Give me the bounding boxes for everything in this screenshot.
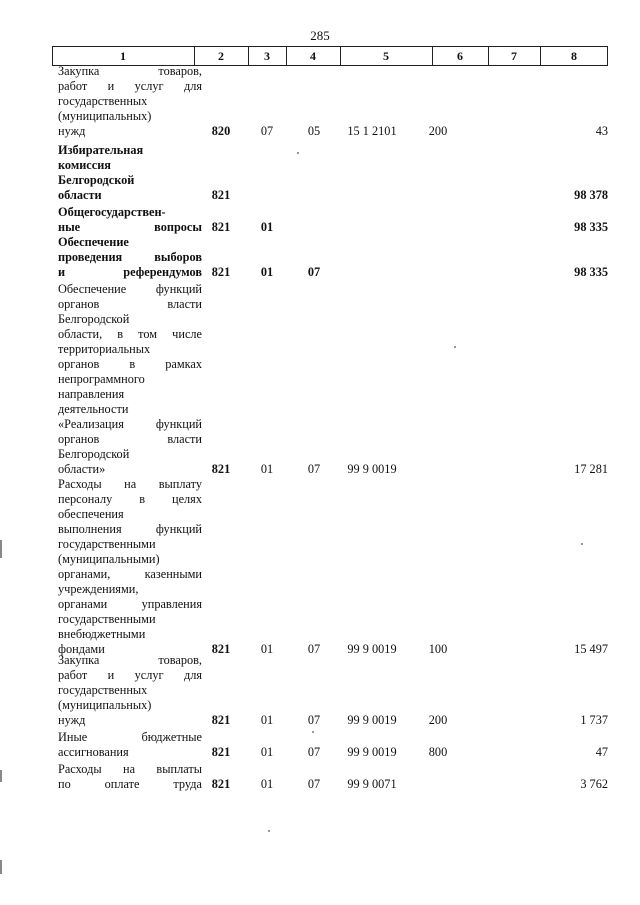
section-code: 821 — [211, 188, 231, 202]
description-line: работ и услуг для — [58, 668, 202, 682]
amount: 98 335 — [574, 265, 608, 279]
description-line: комиссия — [58, 158, 111, 172]
description-line: учреждениями, — [58, 582, 139, 596]
description-line: органов в рамках — [58, 357, 202, 371]
subsection-code — [299, 188, 329, 203]
amount: 17 281 — [574, 462, 608, 476]
column-header-1: 1 — [120, 49, 126, 63]
description-line: и референдумов — [58, 265, 202, 279]
amount: 43 — [595, 124, 608, 138]
column-header-3: 3 — [264, 49, 270, 63]
description-line: государственными — [58, 537, 156, 551]
description-line: Избирательная — [58, 143, 144, 157]
subsection-code — [299, 220, 329, 235]
table-header — [52, 46, 608, 66]
row-description — [58, 205, 202, 235]
expense-type-code: 200 — [428, 124, 448, 138]
chapter-code: 01 — [260, 642, 274, 656]
description-line: обеспечения — [58, 507, 124, 521]
description-line: (муниципальных) — [58, 698, 152, 712]
description-line: Белгородской — [58, 173, 135, 187]
description-line: Расходы на выплаты — [58, 762, 202, 776]
section-code: 820 — [211, 124, 231, 138]
description-line: Общегосударствен- — [58, 205, 166, 219]
chapter-code: 01 — [260, 777, 274, 791]
amount: 1 737 — [580, 713, 608, 727]
row-description — [58, 143, 202, 203]
expense-type-code — [418, 265, 458, 280]
description-line: по оплате труда — [58, 777, 202, 791]
description-line: работ и услуг для — [58, 79, 202, 93]
target-article-code: 99 9 0071 — [347, 777, 397, 791]
section-code: 821 — [211, 777, 231, 791]
column-header-8: 8 — [571, 49, 577, 63]
section-code: 821 — [211, 745, 231, 759]
target-article-code: 99 9 0019 — [347, 642, 397, 656]
expense-type-code: 100 — [428, 642, 448, 656]
description-line: Иные бюджетные — [58, 730, 202, 744]
subsection-code: 07 — [307, 777, 321, 791]
description-line: нужд — [58, 124, 86, 138]
description-line: области, в том числе — [58, 327, 202, 341]
section-code: 821 — [211, 462, 231, 476]
row-description — [58, 762, 202, 792]
table-row — [52, 143, 608, 203]
section-code: 821 — [211, 642, 231, 656]
amount: 98 335 — [574, 220, 608, 234]
chapter-code — [252, 188, 282, 203]
description-line: Белгородской — [58, 312, 130, 326]
chapter-code: 07 — [260, 124, 274, 138]
description-line: государственными — [58, 612, 156, 626]
description-line: внебюджетными — [58, 627, 146, 641]
expense-type-code — [418, 220, 458, 235]
row-description — [58, 235, 202, 280]
column-header-4: 4 — [310, 49, 316, 63]
amount: 15 497 — [574, 642, 608, 656]
expense-type-code — [418, 188, 458, 203]
column-header-7: 7 — [511, 49, 517, 63]
table-row — [52, 64, 608, 139]
row-description — [58, 64, 202, 139]
table-row — [52, 762, 608, 792]
description-line: нужд — [58, 713, 86, 727]
description-line: «Реализация функций — [58, 417, 202, 431]
description-line: Белгородской — [58, 447, 130, 461]
column-header-5: 5 — [383, 49, 389, 63]
chapter-code: 01 — [260, 462, 274, 476]
description-line: непрограммного — [58, 372, 145, 386]
target-article-code — [337, 188, 407, 203]
expense-type-code — [418, 777, 458, 792]
expense-type-code: 800 — [428, 745, 448, 759]
description-line: Обеспечение функций — [58, 282, 202, 296]
table-row — [52, 477, 608, 657]
description-line: проведения выборов — [58, 250, 202, 264]
table-row — [52, 235, 608, 280]
table-row — [52, 205, 608, 235]
target-article-code — [337, 265, 407, 280]
description-line: Обеспечение — [58, 235, 129, 249]
description-line: Закупка товаров, — [58, 64, 202, 78]
section-code: 821 — [211, 713, 231, 727]
target-article-code: 15 1 2101 — [347, 124, 397, 138]
column-header-2: 2 — [218, 49, 224, 63]
row-description — [58, 282, 202, 477]
amount: 47 — [595, 745, 608, 759]
subsection-code: 07 — [307, 713, 321, 727]
subsection-code: 07 — [307, 265, 321, 279]
description-line: области» — [58, 462, 106, 476]
description-line: области — [58, 188, 102, 202]
row-description — [58, 653, 202, 728]
description-line: органами, казенными — [58, 567, 202, 581]
chapter-code: 01 — [260, 220, 274, 234]
target-article-code: 99 9 0019 — [347, 713, 397, 727]
chapter-code: 01 — [260, 745, 274, 759]
column-header-6: 6 — [457, 49, 463, 63]
description-line: органов власти — [58, 297, 202, 311]
section-code: 821 — [211, 220, 231, 234]
expense-type-code — [418, 462, 458, 477]
description-line: фондами — [58, 642, 105, 656]
description-line: Расходы на выплату — [58, 477, 202, 491]
target-article-code — [337, 220, 407, 235]
description-line: территориальных — [58, 342, 151, 356]
target-article-code: 99 9 0019 — [347, 462, 397, 476]
description-line: государственных — [58, 683, 148, 697]
table-row — [52, 730, 608, 760]
amount: 3 762 — [580, 777, 608, 791]
description-line: деятельности — [58, 402, 129, 416]
page-number: 285 — [310, 28, 330, 43]
description-line: (муниципальными) — [58, 552, 160, 566]
chapter-code: 01 — [260, 713, 274, 727]
section-code: 821 — [211, 265, 231, 279]
description-line: выполнения функций — [58, 522, 202, 536]
target-article-code: 99 9 0019 — [347, 745, 397, 759]
amount: 98 378 — [574, 188, 608, 202]
subsection-code: 05 — [307, 124, 321, 138]
table-row — [52, 282, 608, 477]
description-line: (муниципальных) — [58, 109, 152, 123]
description-line: ассигнования — [58, 745, 129, 759]
row-description — [58, 477, 202, 657]
table-row — [52, 653, 608, 728]
row-description — [58, 730, 202, 760]
description-line: Закупка товаров, — [58, 653, 202, 667]
description-line: государственных — [58, 94, 148, 108]
chapter-code: 01 — [260, 265, 274, 279]
subsection-code: 07 — [307, 642, 321, 656]
description-line: персоналу в целях — [58, 492, 202, 506]
description-line: направления — [58, 387, 125, 401]
description-line: ные вопросы — [58, 220, 202, 234]
subsection-code: 07 — [307, 462, 321, 476]
description-line: органов власти — [58, 432, 202, 446]
subsection-code: 07 — [307, 745, 321, 759]
expense-type-code: 200 — [428, 713, 448, 727]
description-line: органами управления — [58, 597, 202, 611]
